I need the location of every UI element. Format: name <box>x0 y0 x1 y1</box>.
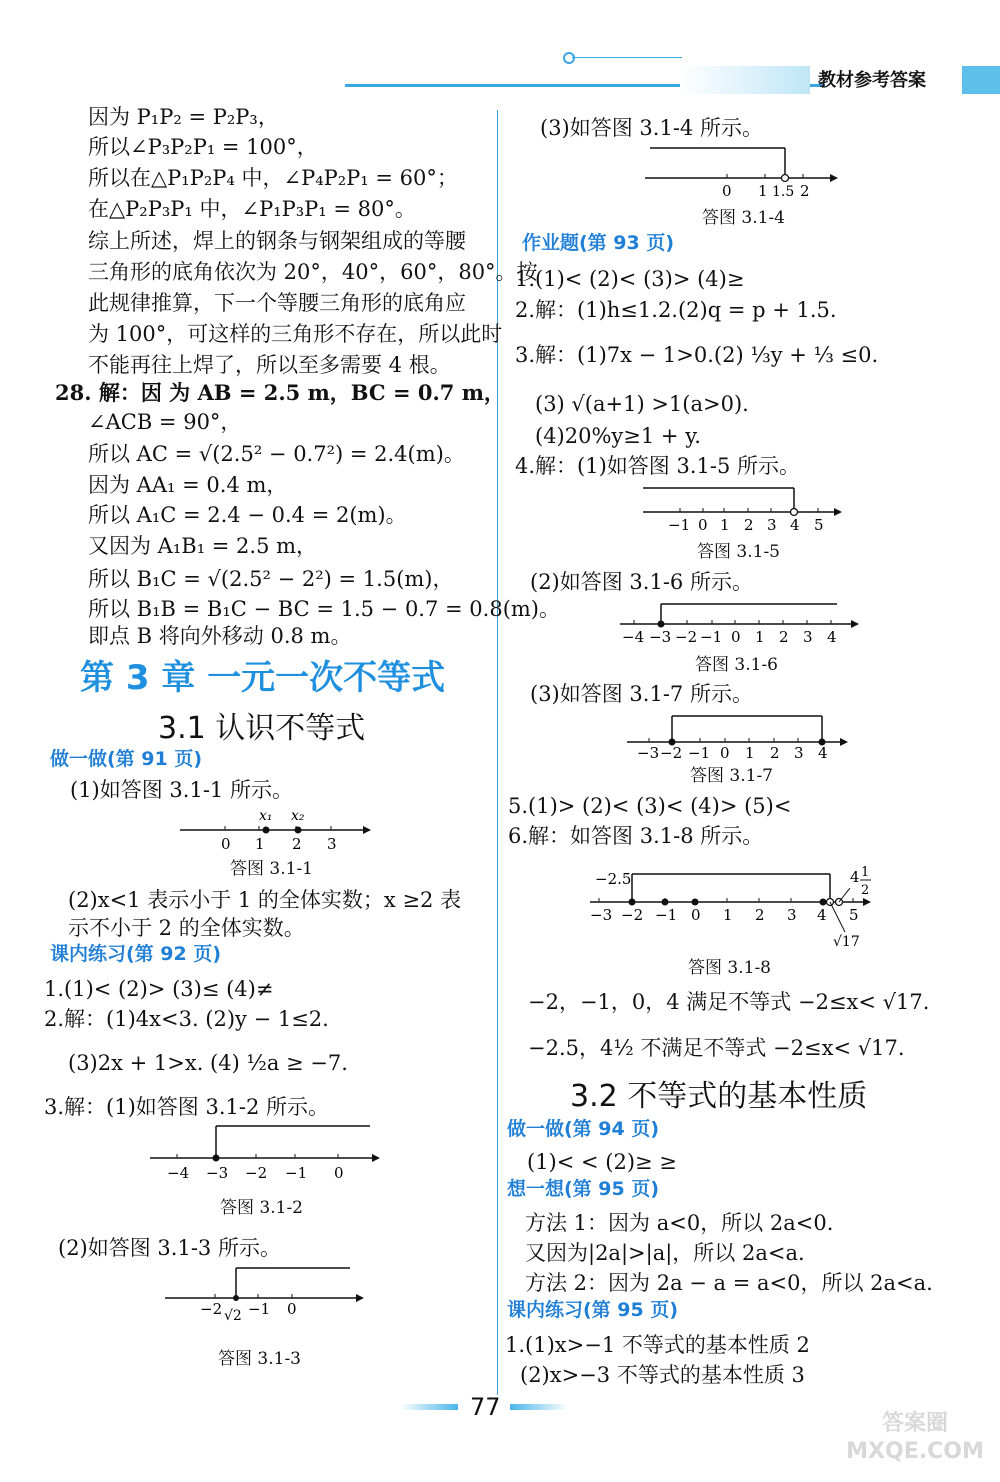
svg-text:2: 2 <box>755 906 765 924</box>
r-line-1: (3)如答图 3.1-4 所示。 <box>540 116 763 140</box>
svg-text:1: 1 <box>758 182 768 200</box>
header-dot <box>563 52 575 64</box>
svg-text:2: 2 <box>770 744 780 760</box>
svg-text:x₁: x₁ <box>259 808 273 824</box>
number-line-3-1-3 <box>160 1262 370 1322</box>
svg-text:−4: −4 <box>167 1164 190 1182</box>
caption-3-1-6: 答图 3.1-6 <box>695 655 778 675</box>
z-line-12: −2.5，4½ 不满足不等式 −2≤x< √17. <box>528 1036 905 1060</box>
heading-zuoyizuo-91: 做一做(第 91 页) <box>50 748 203 770</box>
footer-left-bar <box>400 1404 458 1410</box>
z-line-1: 1.(1)< (2)< (3)> (4)≥ <box>515 267 745 291</box>
k-line-5: (2)如答图 3.1-3 所示。 <box>58 1236 281 1260</box>
number-line-3-1-7 <box>622 712 857 760</box>
svg-text:−3: −3 <box>590 906 613 924</box>
svg-text:x₂: x₂ <box>291 808 305 824</box>
svg-text:1: 1 <box>723 906 733 924</box>
z-line-7: (2)如答图 3.1-6 所示。 <box>530 570 753 594</box>
m-line-1: 方法 1：因为 a<0，所以 2a<0. <box>525 1211 834 1235</box>
q28-line-6: 又因为 A₁B₁ = 2.5 m， <box>88 534 318 558</box>
svg-text:−1: −1 <box>688 744 711 760</box>
number-line-3-1-1 <box>175 806 375 854</box>
q28-line-9: 即点 B 将向外移动 0.8 m。 <box>88 624 352 648</box>
caption-3-1-2: 答图 3.1-2 <box>220 1198 303 1218</box>
svg-text:2: 2 <box>800 182 810 200</box>
svg-text:1: 1 <box>755 628 765 646</box>
caption-3-1-4: 答图 3.1-4 <box>702 208 785 228</box>
z-line-5: (4)20%y≥1 + y. <box>535 424 701 448</box>
svg-text:0: 0 <box>722 182 732 200</box>
section-title-3-1: 3.1 认识不等式 <box>158 711 366 746</box>
svg-text:√17: √17 <box>833 934 860 950</box>
z-line-6: 4.解：(1)如答图 3.1-5 所示。 <box>515 454 800 478</box>
svg-text:1: 1 <box>255 835 265 853</box>
left-line-2: 所以∠P₃P₂P₁ = 100°， <box>88 135 318 159</box>
left-line-4: 在△P₂P₃P₁ 中，∠P₁P₃P₁ = 80°。 <box>88 197 416 221</box>
svg-text:0: 0 <box>287 1300 297 1318</box>
header-label: 教材参考答案 <box>818 70 926 91</box>
footer-page-number: 77 <box>470 1393 501 1421</box>
svg-text:2: 2 <box>861 883 870 898</box>
m-line-3: 方法 2：因为 2a − a = a<0，所以 2a<a. <box>525 1271 933 1295</box>
svg-text:3: 3 <box>787 906 797 924</box>
k-line-2: 2.解：(1)4x<3. (2)y − 1≤2. <box>44 1007 329 1031</box>
number-line-3-1-5 <box>638 484 848 542</box>
chapter-title: 第 3 章 一元一次不等式 <box>80 658 446 698</box>
svg-text:1: 1 <box>745 744 755 760</box>
q28-line-5: 所以 A₁C = 2.4 − 0.4 = 2(m)。 <box>88 503 407 527</box>
k-line-3: (3)2x + 1>x. (4) ½a ≥ −7. <box>68 1051 348 1075</box>
svg-text:−2: −2 <box>200 1300 223 1318</box>
header-end-band <box>962 66 1000 94</box>
answer-1-1: (1)如答图 3.1-1 所示。 <box>70 778 293 802</box>
left-line-9: 不能再往上焊了，所以至多需要 4 根。 <box>88 353 451 377</box>
svg-text:−3: −3 <box>637 744 660 760</box>
z-line-10: 6.解：如答图 3.1-8 所示。 <box>508 824 764 848</box>
answer-1-2b: 示不小于 2 的全体实数。 <box>68 916 305 940</box>
heading-kenei-95: 课内练习(第 95 页) <box>507 1299 679 1321</box>
z-line-2: 2.解：(1)h≤1.2.(2)q = p + 1.5. <box>515 298 837 322</box>
z-line-8: (3)如答图 3.1-7 所示。 <box>530 682 753 706</box>
svg-text:−1: −1 <box>668 516 691 534</box>
svg-text:1.5: 1.5 <box>772 184 795 200</box>
svg-text:−1: −1 <box>700 628 723 646</box>
svg-text:4: 4 <box>817 906 827 924</box>
footer-right-bar <box>510 1404 568 1410</box>
svg-text:0: 0 <box>731 628 741 646</box>
p-line-2: (2)x>−3 不等式的基本性质 3 <box>520 1363 805 1387</box>
svg-text:−1: −1 <box>248 1300 271 1318</box>
q28-line-3: 所以 AC = √(2.5² − 0.7²) = 2.4(m)。 <box>88 442 465 466</box>
caption-3-1-1: 答图 3.1-1 <box>230 859 313 879</box>
svg-text:3: 3 <box>803 628 813 646</box>
z-line-11: −2，−1，0，4 满足不等式 −2≤x< √17. <box>528 990 930 1014</box>
svg-text:0: 0 <box>691 906 701 924</box>
svg-text:0: 0 <box>698 516 708 534</box>
caption-3-1-5: 答图 3.1-5 <box>697 542 780 562</box>
svg-text:−3: −3 <box>649 628 672 646</box>
svg-text:−2.5: −2.5 <box>595 870 632 888</box>
header-thin-line <box>572 57 682 58</box>
svg-text:−3: −3 <box>206 1164 229 1182</box>
z-line-9: 5.(1)> (2)< (3)< (4)> (5)< <box>508 794 792 818</box>
left-line-6: 三角形的底角依次为 20°，40°，60°，80°。按 <box>88 260 538 284</box>
svg-text:0: 0 <box>221 835 231 853</box>
q28-line-8: 所以 B₁B = B₁C − BC = 1.5 − 0.7 = 0.8(m)。 <box>88 597 560 621</box>
svg-text:3: 3 <box>327 835 337 853</box>
svg-text:3: 3 <box>794 744 804 760</box>
svg-text:−2: −2 <box>245 1164 268 1182</box>
svg-text:4: 4 <box>850 868 860 886</box>
svg-text:5: 5 <box>849 906 859 924</box>
svg-text:−1: −1 <box>285 1164 308 1182</box>
number-line-3-1-4 <box>640 140 845 200</box>
svg-text:−1: −1 <box>655 906 678 924</box>
svg-text:4: 4 <box>827 628 837 646</box>
svg-text:5: 5 <box>814 516 824 534</box>
k-line-1: 1.(1)< (2)> (3)≤ (4)≠ <box>44 977 274 1001</box>
d-line-1: (1)< < (2)≥ ≥ <box>527 1150 677 1174</box>
svg-text:1: 1 <box>720 516 730 534</box>
caption-3-1-3: 答图 3.1-3 <box>218 1349 301 1369</box>
z-line-4: (3) √(a+1) >1(a>0). <box>535 392 749 416</box>
number-line-3-1-2 <box>140 1118 385 1182</box>
watermark: 答案圈 MXQE.COM <box>846 1411 984 1464</box>
heading-zuoyeti-93: 作业题(第 93 页) <box>522 232 675 254</box>
svg-text:0: 0 <box>334 1164 344 1182</box>
left-line-7: 此规律推算，下一个等腰三角形的底角应 <box>88 291 466 315</box>
left-line-5: 综上所述，焊上的钢条与钢架组成的等腰 <box>88 229 466 253</box>
column-divider <box>497 110 498 1395</box>
caption-3-1-7: 答图 3.1-7 <box>690 766 773 786</box>
q28-line-7: 所以 B₁C = √(2.5² − 2²) = 1.5(m)， <box>88 567 454 591</box>
caption-3-1-8: 答图 3.1-8 <box>688 958 771 978</box>
svg-text:2: 2 <box>744 516 754 534</box>
number-line-3-1-6 <box>615 600 865 648</box>
z-line-3: 3.解：(1)7x − 1>0.(2) ⅓y + ⅓ ≤0. <box>515 343 879 367</box>
svg-text:2: 2 <box>779 628 789 646</box>
q28-line-1: 28. 解：因 为 AB = 2.5 m，BC = 0.7 m， <box>55 380 505 405</box>
m-line-2: 又因为|2a|>|a|，所以 2a<a. <box>525 1241 805 1265</box>
svg-text:−2: −2 <box>675 628 698 646</box>
q28-line-4: 因为 AA₁ = 0.4 m， <box>88 473 288 497</box>
number-line-3-1-8 <box>585 858 875 950</box>
heading-kenei-92: 课内练习(第 92 页) <box>50 943 222 965</box>
left-line-1: 因为 P₁P₂ = P₂P₃， <box>88 105 279 129</box>
left-line-8: 为 100°，可这样的三角形不存在，所以此时 <box>88 322 503 346</box>
p-line-1: 1.(1)x>−1 不等式的基本性质 2 <box>505 1333 810 1357</box>
header-band <box>680 66 810 94</box>
k-line-4: 3.解：(1)如答图 3.1-2 所示。 <box>44 1095 329 1119</box>
svg-text:4: 4 <box>818 744 828 760</box>
q28-line-2: ∠ACB = 90°， <box>88 410 242 434</box>
svg-text:−2: −2 <box>621 906 644 924</box>
svg-text:1: 1 <box>861 865 870 880</box>
section-title-3-2: 3.2 不等式的基本性质 <box>570 1079 868 1114</box>
svg-text:0: 0 <box>720 744 730 760</box>
svg-text:4: 4 <box>790 516 800 534</box>
svg-text:2: 2 <box>292 835 302 853</box>
left-line-3: 所以在△P₁P₂P₄ 中，∠P₄P₂P₁ = 60°； <box>88 166 458 190</box>
svg-text:3: 3 <box>767 516 777 534</box>
answer-1-2a: (2)x<1 表示小于 1 的全体实数；x ≥2 表 <box>68 888 462 912</box>
heading-xiangyixiang-95: 想一想(第 95 页) <box>507 1178 660 1200</box>
svg-text:√2: √2 <box>224 1308 242 1322</box>
heading-zuoyizuo-94: 做一做(第 94 页) <box>507 1118 660 1140</box>
svg-text:−4: −4 <box>622 628 645 646</box>
svg-text:−2: −2 <box>660 744 683 760</box>
